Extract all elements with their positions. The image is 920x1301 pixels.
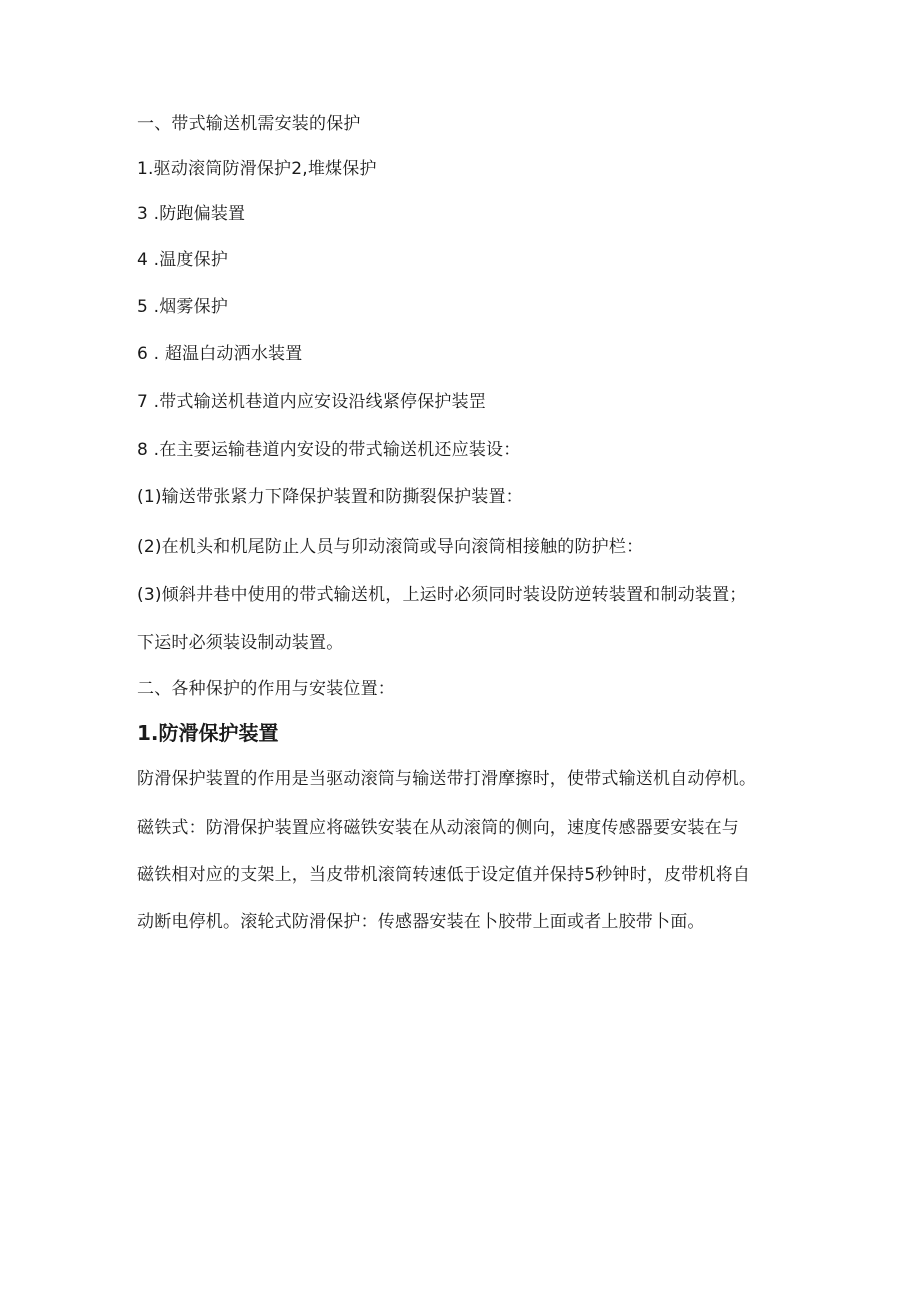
- anti-slip-heading: 1.防滑保护装置: [137, 721, 279, 745]
- paragraph-line-2: 磁铁式：防滑保护装置应将磁铁安装在从动滚筒的侧向，速度传感器要安装在与: [137, 818, 739, 838]
- list-item-6: 6 . 超温白动洒水装置: [137, 344, 303, 364]
- list-item-8: 8 .在主要运输巷道内安设的带式输送机还应装设：: [137, 440, 521, 460]
- list-item-1-2: 1.驱动滚筒防滑保护2,堆煤保护: [137, 159, 377, 179]
- sub-item-2: (2)在机头和机尾防止人员与卯动滚筒或导向滚筒相接触的防护栏：: [137, 537, 644, 557]
- list-item-7: 7 .带式输送机巷道内应安设沿线紧停保护装罡: [137, 392, 487, 412]
- sub-item-1: (1)输送带张紧力下降保护装置和防撕裂保护装置：: [137, 487, 523, 507]
- paragraph-line-3: 磁铁相对应的支架上，当皮带机滚筒转速低于设定值并保持5秒钟时，皮带机将自: [137, 865, 751, 885]
- sub-item-3-continued: 下运时必须装设制动装置。: [137, 633, 344, 653]
- paragraph-line-4: 动断电停机。滚轮式防滑保护：传感器安装在卜胶带上面或者上胶带卜面。: [137, 912, 705, 932]
- list-item-4: 4 .温度保护: [137, 250, 229, 270]
- sub-item-3: (3)倾斜井巷中使用的带式输送机，上运时必须同时装设防逆转装置和制动装置；: [137, 585, 747, 605]
- list-item-3: 3 .防跑偏装置: [137, 204, 246, 224]
- paragraph-line-1: 防滑保护装置的作用是当驱动滚筒与输送带打滑摩擦时，使带式输送机自动停机。: [137, 769, 757, 789]
- section-2-title: 二、各种保护的作用与安装位置：: [137, 679, 395, 699]
- section-1-title: 一、带式输送机需安装的保护: [137, 114, 361, 134]
- list-item-5: 5 .烟雾保护: [137, 297, 229, 317]
